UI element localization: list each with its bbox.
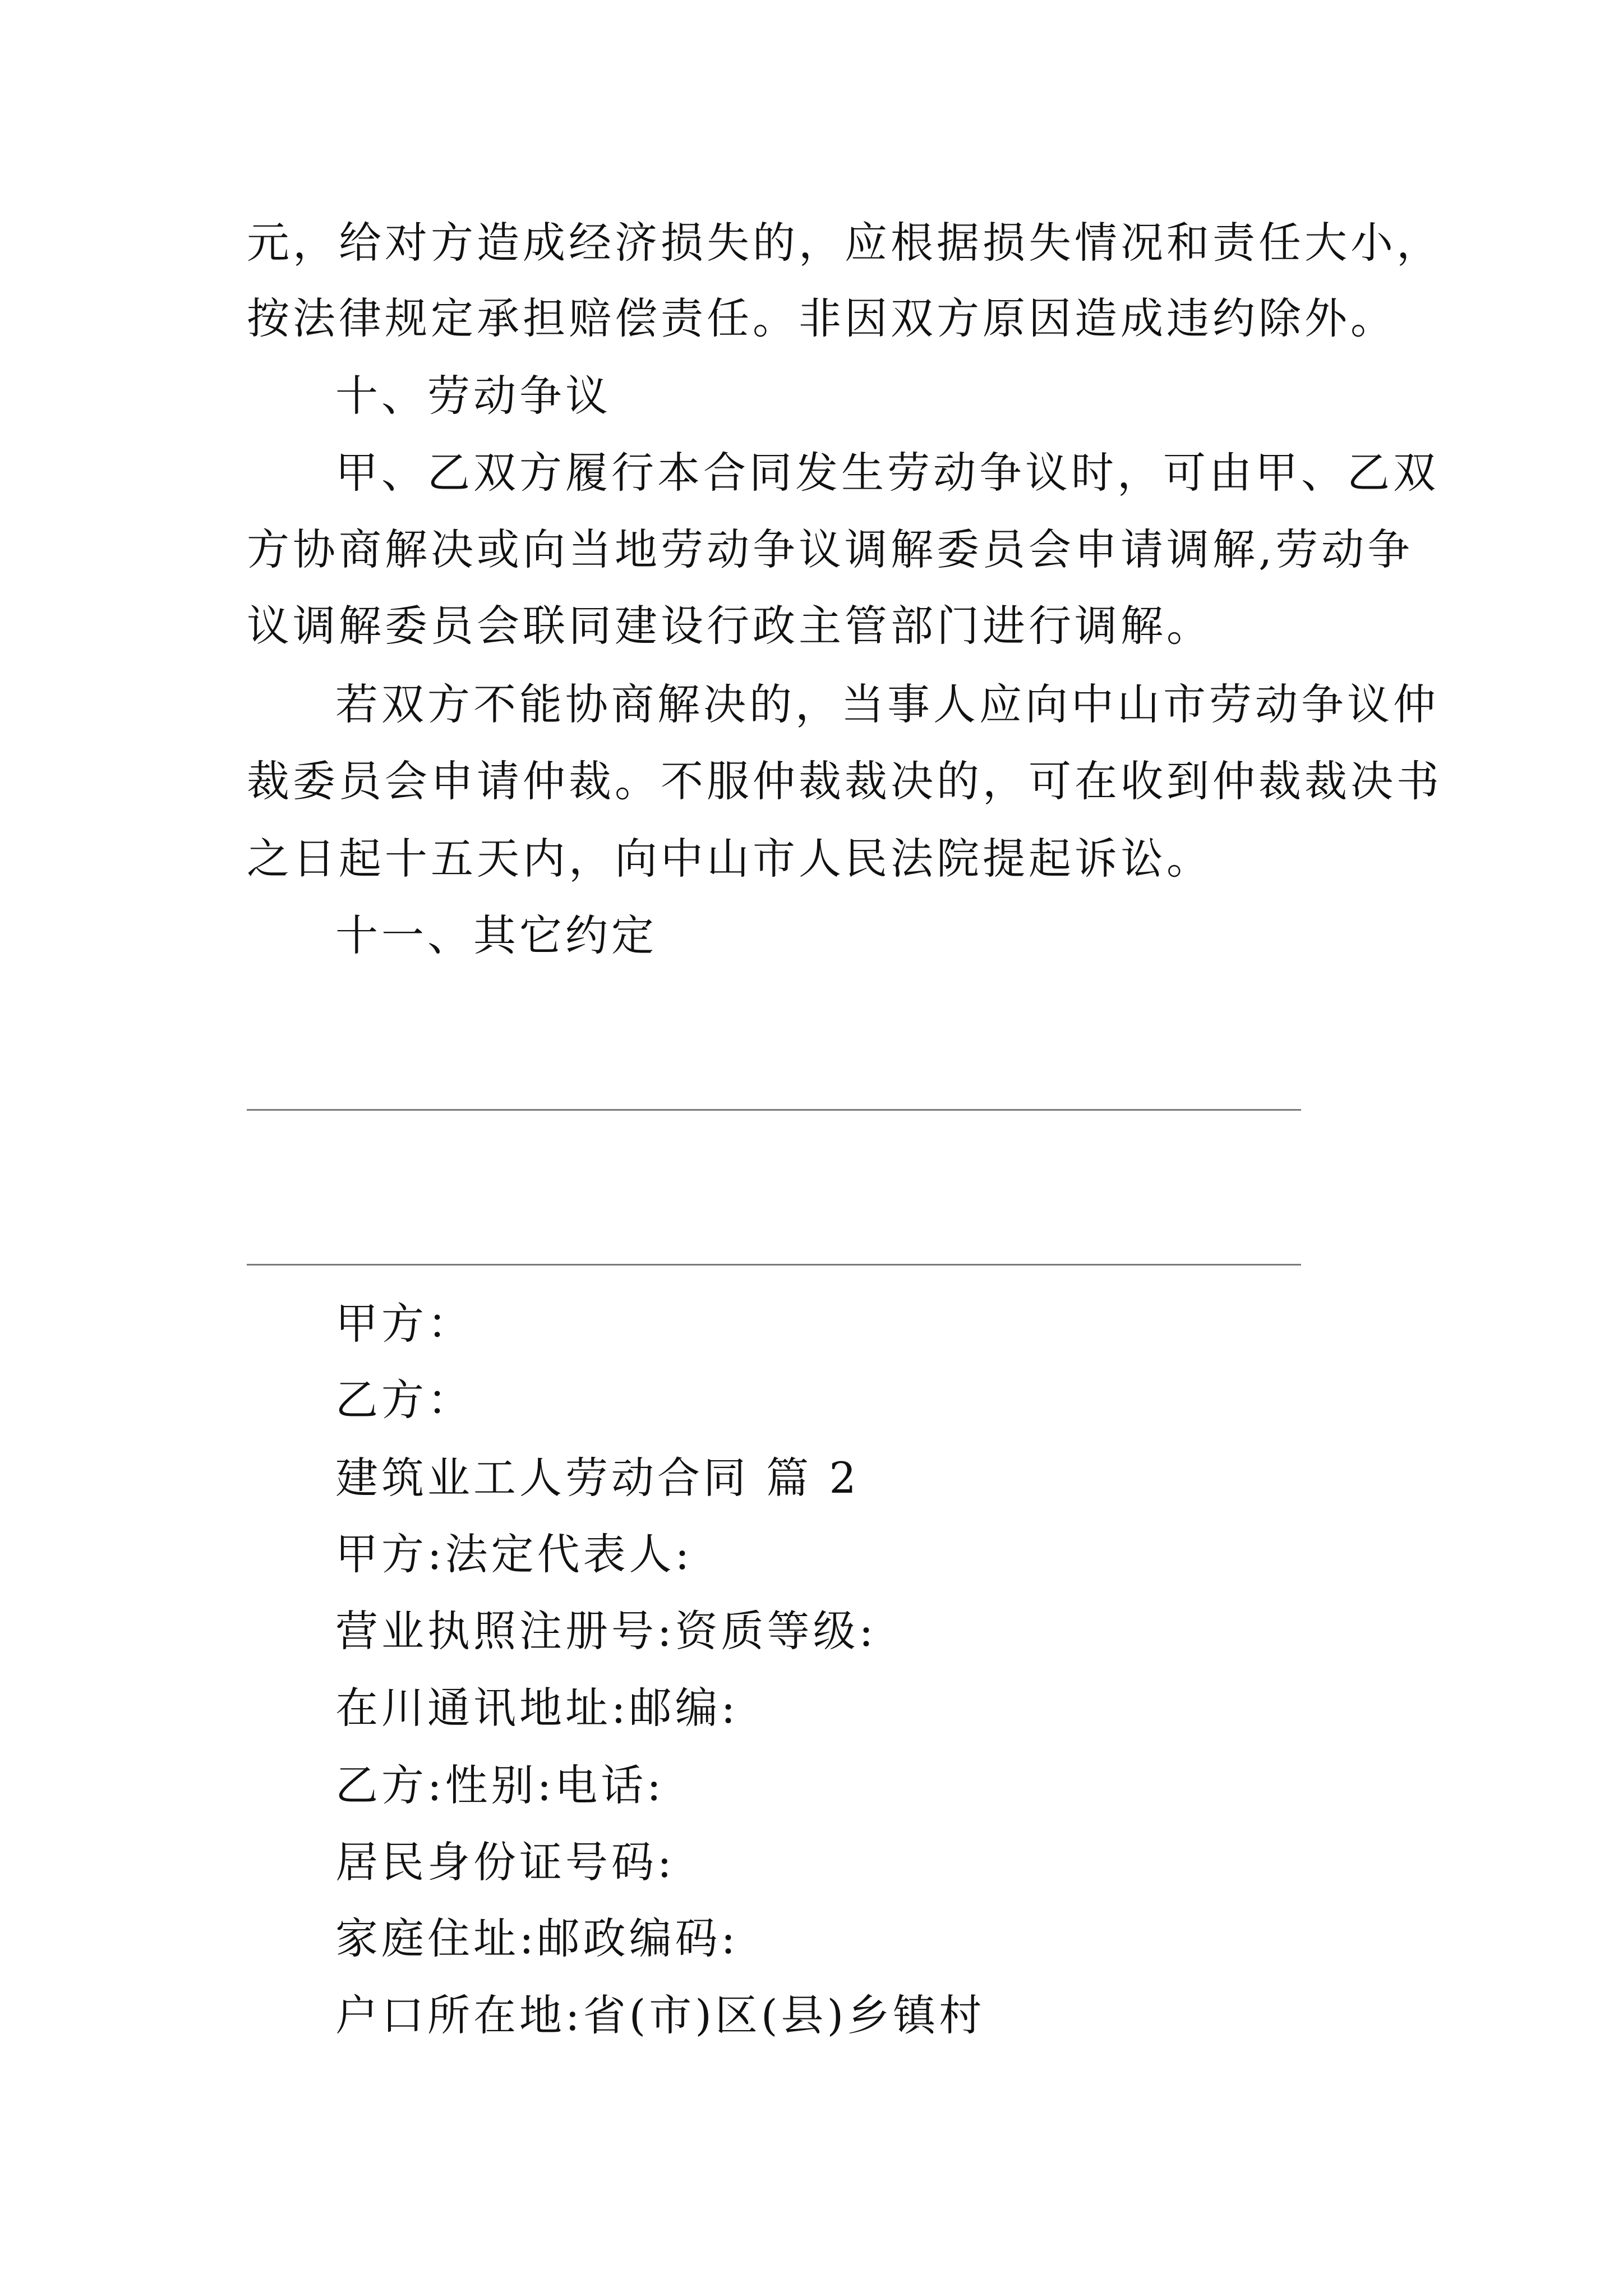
paragraph-line: 甲、乙双方履行本合同发生劳动争议时，可由甲、乙双	[335, 448, 1439, 498]
section-heading-labor-dispute: 十、劳动争议	[335, 371, 611, 421]
paragraph-line: 方协商解决或向当地劳动争议调解委员会申请调解,劳动争	[247, 524, 1414, 574]
contract-title: 建筑业工人劳动合同 篇 2	[335, 1453, 860, 1503]
form-field-line: 在川通讯地址:邮编:	[335, 1683, 739, 1733]
paragraph-line: 裁委员会申请仲裁。不服仲裁裁决的，可在收到仲裁裁决书	[247, 756, 1442, 806]
form-field-line: 甲方:法定代表人:	[335, 1529, 693, 1579]
blank-line-divider	[247, 1109, 1301, 1111]
form-field-line: 户口所在地:省(市)区(县)乡镇村	[335, 1990, 985, 2040]
signature-party-b: 乙方：	[335, 1375, 473, 1425]
paragraph-line: 之日起十五天内，向中山市人民法院提起诉讼。	[247, 834, 1212, 884]
blank-line-divider	[247, 1264, 1301, 1266]
signature-party-a: 甲方：	[335, 1299, 473, 1349]
form-field-line: 营业执照注册号:资质等级:	[335, 1606, 877, 1656]
section-heading-other-terms: 十一、其它约定	[335, 910, 657, 960]
paragraph-line: 若双方不能协商解决的，当事人应向中山市劳动争议仲	[335, 679, 1439, 729]
form-field-line: 乙方:性别:电话:	[335, 1760, 665, 1810]
paragraph-line: 元，给对方造成经济损失的，应根据损失情况和责任大小，	[247, 218, 1442, 268]
form-field-line: 居民身份证号码:	[335, 1837, 675, 1887]
paragraph-line: 议调解委员会联同建设行政主管部门进行调解。	[247, 601, 1212, 651]
paragraph-line: 按法律规定承担赔偿责任。非因双方原因造成违约除外。	[247, 293, 1396, 343]
form-field-line: 家庭住址:邮政编码:	[335, 1913, 739, 1963]
